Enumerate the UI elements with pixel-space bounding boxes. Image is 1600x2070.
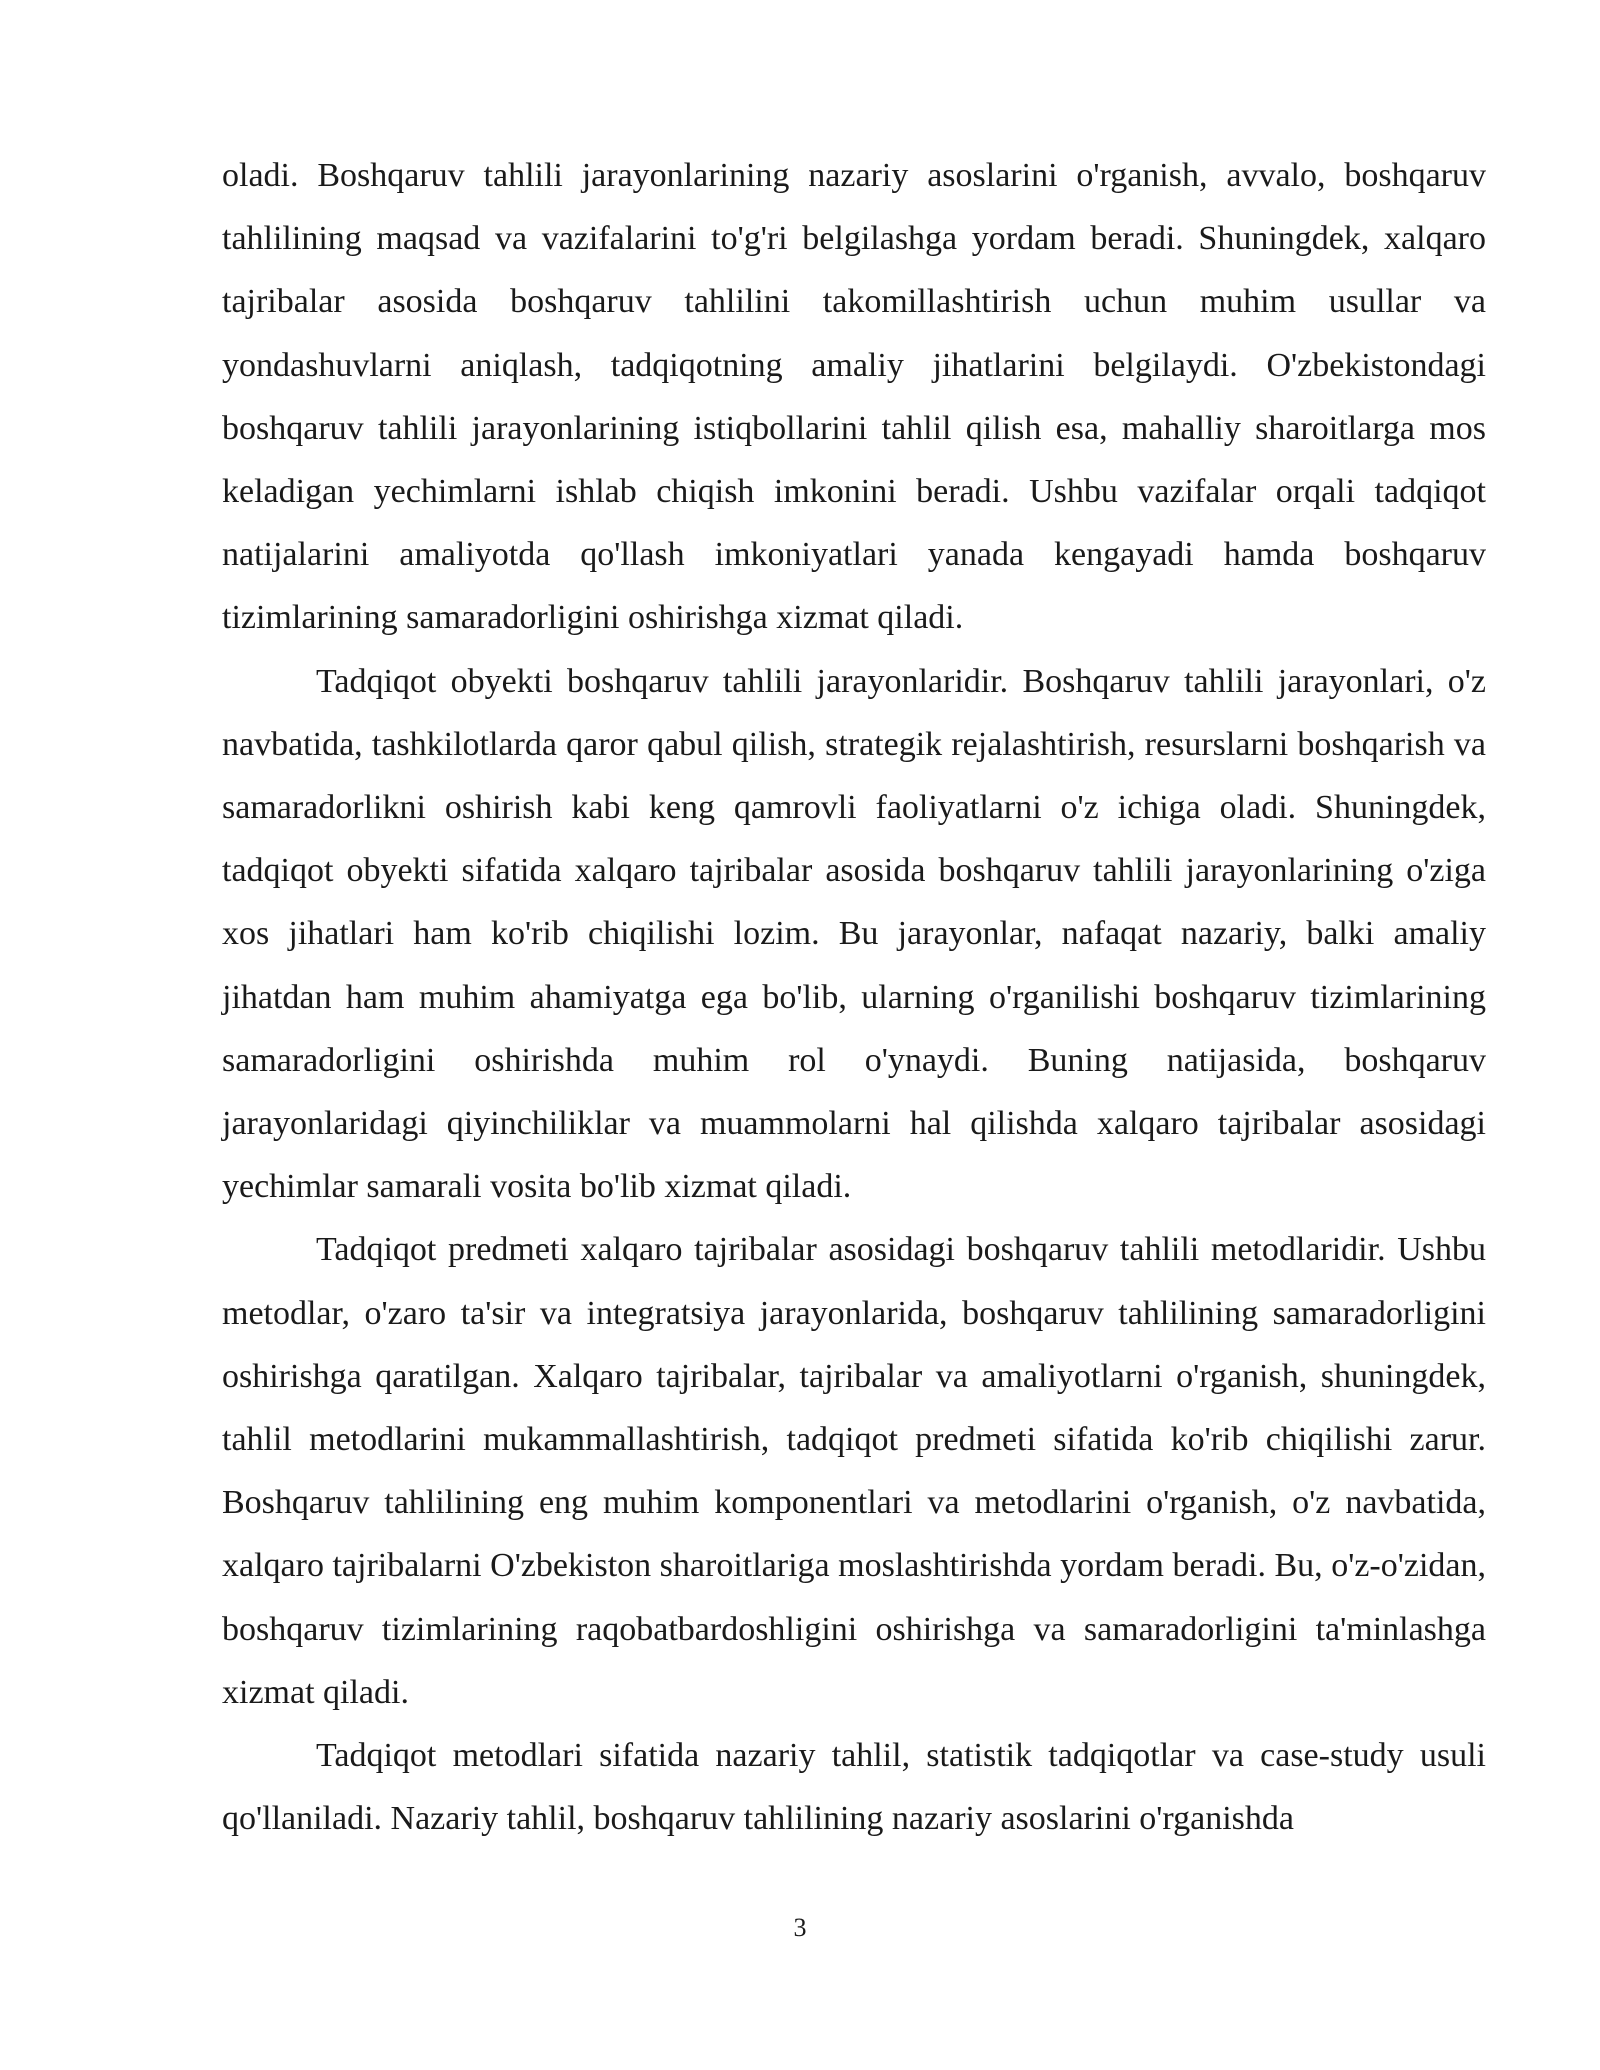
- paragraph-research-object: Tadqiqot obyekti boshqaruv tahlili jarayonlaridir. Boshqaruv tahlili jarayonlari, o'z navbatida, tashkilotlarda qaror qabul qilish, strategik rejalashtirish, resurslarni boshqarish va samaradorlikni oshirish kabi keng qamrovli faoliyatlarni o'z ichiga oladi. Shuningdek, tadqiqot obyekti sifatida xalqaro tajribalar asosida boshqaruv tahlili jarayonlarining o'ziga xos jihatlari ham ko'rib chiqilishi lozim. Bu jarayonlar, nafaqat nazariy, balki amaliy jihatdan ham muhim ahamiyatga ega bo'lib, ularning o'rganilishi boshqaruv tizimlarining samaradorligini oshirishda muhim rol o'ynaydi. Buning natijasida, boshqaruv jarayonlaridagi qiyinchiliklar va muammolarni hal qilishda xalqaro tajribalar asosidagi yechimlar samarali vosita bo'lib xizmat qiladi.: [222, 662, 1486, 1206]
- paragraph-research-subject: Tadqiqot predmeti xalqaro tajribalar asosidagi boshqaruv tahlili metodlaridir. Ushbu metodlar, o'zaro ta'sir va integratsiya jarayonlarida, boshqaruv tahlilining samaradorligini oshirishga qaratilgan. Xalqaro tajribalar, tajribalar va amaliyotlarni o'rganish, shuningdek, tahlil metodlarini mukammallashtirish, tadqiqot predmeti sifatida ko'rib chiqilishi zarur. Boshqaruv tahlilining eng muhim komponentlari va metodlarini o'rganish, o'z navbatida, xalqaro tajribalarni O'zbekiston sharoitlariga moslashtirishda yordam beradi. Bu, o'z-o'zidan, boshqaruv tizimlarining raqobatbardoshligini oshirishga va samaradorligini ta'minlashga xizmat qiladi.: [222, 1231, 1486, 1711]
- paragraph-research-methods: Tadqiqot metodlari sifatida nazariy tahlil, statistik tadqiqotlar va case-study usuli qo'llaniladi. Nazariy tahlil, boshqaruv tahlilining nazariy asoslarini o'rganishda: [222, 1737, 1486, 1838]
- page-number: 3: [793, 1913, 807, 1942]
- body-text: [222, 144, 1486, 1850]
- paragraph-continuation: oladi. Boshqaruv tahlili jarayonlarining nazariy asoslarini o'rganish, avvalo, boshqaruv tahlilining maqsad va vazifalarini to'g'ri belgilashga yordam beradi. Shuningdek, xalqaro tajribalar asosida boshqaruv tahlilini takomillashtirish uchun muhim usullar va yondashuvlarni aniqlash, tadqiqotning amaliy jihatlarini belgilaydi. O'zbekistondagi boshqaruv tahlili jarayonlarining istiqbollarini tahlil qilish esa, mahalliy sharoitlarga mos keladigan yechimlarni ishlab chiqish imkonini beradi. Ushbu vazifalar orqali tadqiqot natijalarini amaliyotda qo'llash imkoniyatlari yanada kengayadi hamda boshqaruv tizimlarining samaradorligini oshirishga xizmat qiladi.: [222, 157, 1486, 637]
